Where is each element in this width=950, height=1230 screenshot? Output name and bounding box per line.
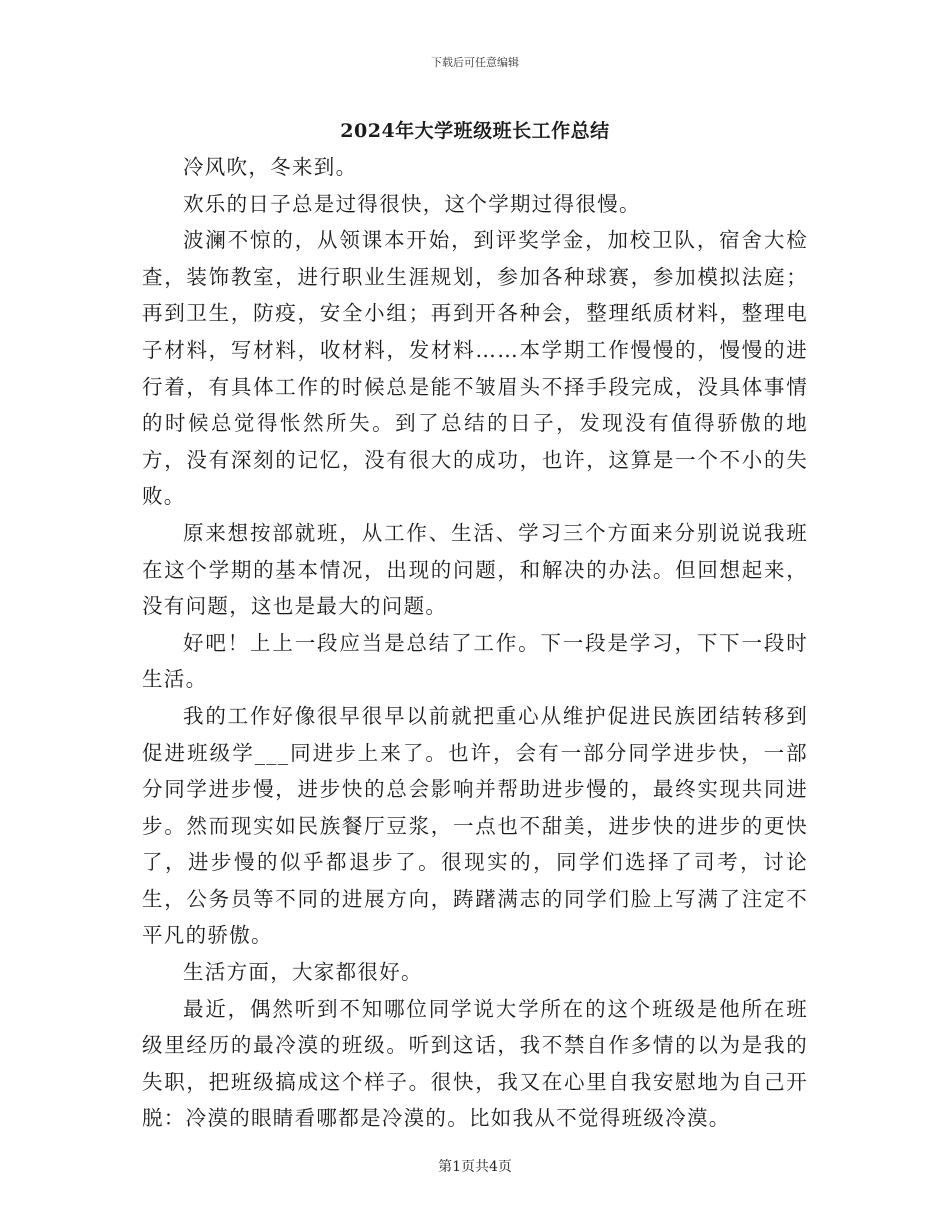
paragraph: 生活方面，大家都很好。	[183, 960, 423, 985]
page-number-footer: 第1页共4页	[438, 1159, 512, 1175]
document-body	[142, 149, 808, 1137]
paragraph: 我的工作好像很早很早以前就把重心从维护促进民族团结转移到促进班级学___同进步上来了。也许，会有一部分同学进步快，一部分同学进步慢，进步快的总会影响并帮助进步慢的，最终实现共同进步。然而现实如民族餐厅豆浆，一点也不甜美，进步快的进步的更快了，进步慢的似乎都退步了。很现实的，同学们选择了司考，讨论生，公务员等不同的进展方向，踌躇满志的同学们脸上写满了注定不平凡的骄傲。	[142, 703, 808, 948]
paragraph: 好吧！上上一段应当是总结了工作。下一段是学习，下下一段时生活。	[142, 630, 808, 692]
paragraph: 原来想按部就班，从工作、生活、学习三个方面来分别说说我班在这个学期的基本情况，出现的问题，和解决的办法。但回想起来，没有问题，这也是最大的问题。	[142, 520, 808, 619]
paragraph: 最近，偶然听到不知哪位同学说大学所在的这个班级是他所在班级里经历的最冷漠的班级。听到这话，我不禁自作多情的以为是我的失职，把班级搞成这个样子。很快，我又在心里自我安慰地为自己开脱：冷漠的眼睛看哪都是冷漠的。比如我从不觉得班级冷漠。	[142, 996, 808, 1131]
paragraph: 波澜不惊的，从领课本开始，到评奖学金，加校卫队，宿舍大检查，装饰教室，进行职业生涯规划，参加各种球赛，参加模拟法庭；再到卫生，防疫，安全小组；再到开各种会，整理纸质材料，整理电子材料，写材料，收材料，发材料……本学期工作慢慢的，慢慢的进行着，有具体工作的时候总是能不皱眉头不择手段完成，没具体事情的时候总觉得怅然所失。到了总结的日子，发现没有值得骄傲的地方，没有深刻的记忆，没有很大的成功，也许，这算是一个不小的失败。	[142, 228, 808, 509]
download-edit-note: 下载后可任意编辑	[431, 56, 519, 69]
document-title: 2024年大学班级班长工作总结	[340, 120, 610, 142]
paragraph: 欢乐的日子总是过得很快，这个学期过得很慢。	[183, 191, 641, 216]
paragraph: 冷风吹，冬来到。	[183, 155, 358, 179]
